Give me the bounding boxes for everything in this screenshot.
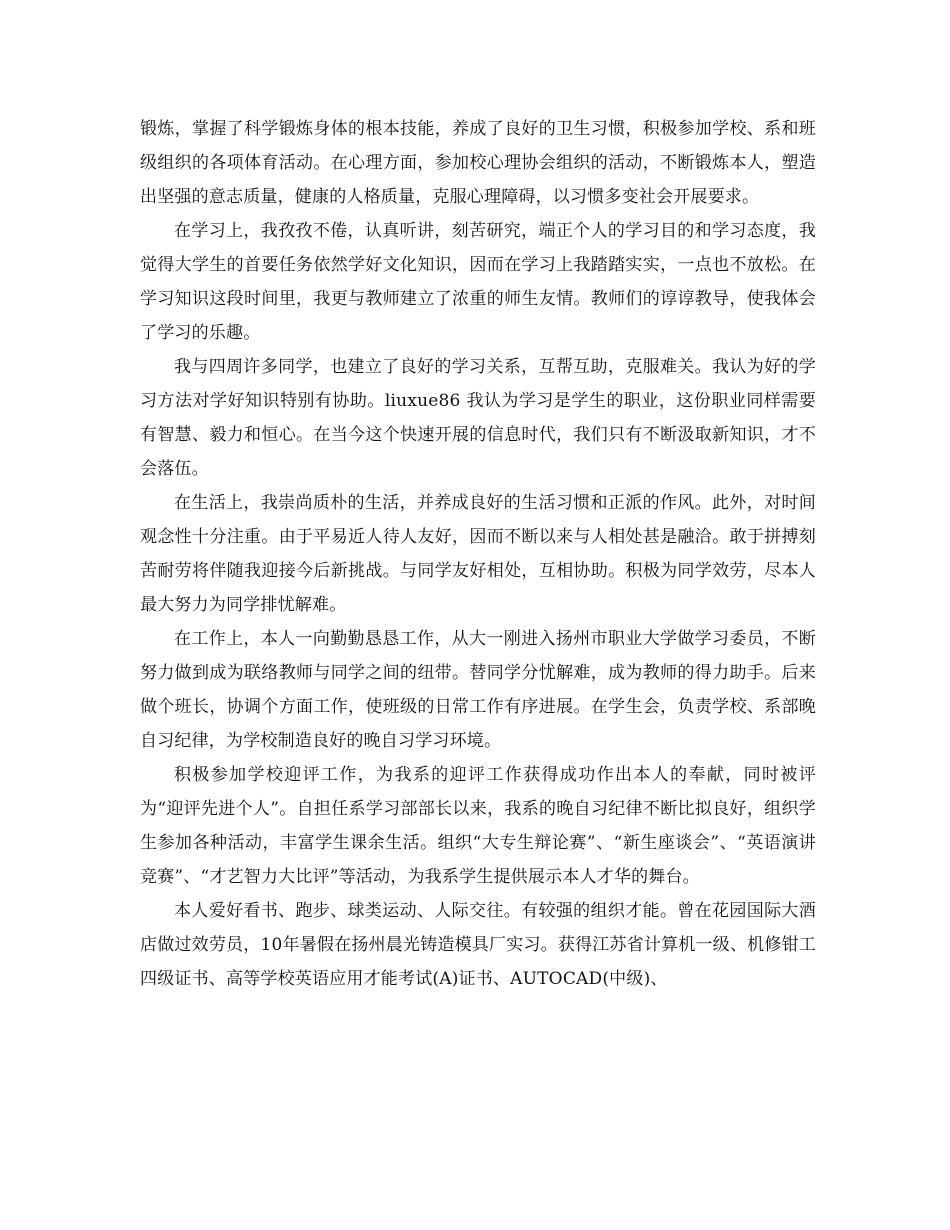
paragraph-evaluation: 积极参加学校迎评工作，为我系的迎评工作获得成功作出本人的奉献，同时被评为“迎评先进个人”。自担任系学习部部长以来，我系的晚自习纪律不断比拟良好，组织学生参加各种活动，丰富学生课余生活。组织“大专生辩论赛”、“新生座谈会”、“英语演讲竞赛”、“才艺智力大比评”等活动，为我系学生提供展示本人才华的舞台。 [140, 765, 816, 887]
paragraph-study: 在学习上，我孜孜不倦，认真听讲，刻苦研究，端正个人的学习目的和学习态度，我觉得大学生的首要任务依然学好文化知识，因而在学习上我踏踏实实，一点也不放松。在学习知识这段时间里，我更与教师建立了浓重的师生友情。教师们的谆谆教导，使我体会了学习的乐趣。 [140, 221, 816, 343]
paragraph-hobbies-certificates: 本人爱好看书、跑步、球类运动、人际交往。有较强的组织才能。曾在花园国际大酒店做过效劳员，10年暑假在扬州晨光铸造模具厂实习。获得江苏省计算机一级、机修钳工四级证书、高等学校英语应用才能考试(A)证书、AUTOCAD(中级)、 [140, 901, 816, 989]
document-body [140, 112, 816, 996]
paragraph-fitness-psychology: 锻炼，掌握了科学锻炼身体的根本技能，养成了良好的卫生习惯，积极参加学校、系和班级组织的各项体育活动。在心理方面，参加校心理协会组织的活动，不断锻炼本人，塑造出坚强的意志质量，健康的人格质量，克服心理障碍，以习惯多变社会开展要求。 [140, 119, 816, 207]
paragraph-work: 在工作上，本人一向勤勤恳恳工作，从大一刚进入扬州市职业大学做学习委员，不断努力做到成为联络教师与同学之间的纽带。替同学分忧解难，成为教师的得力助手。后来做个班长，协调个方面工作，使班级的日常工作有序进展。在学生会，负责学校、系部晚自习纪律，为学校制造良好的晚自习学习环境。 [140, 629, 816, 751]
paragraph-life: 在生活上，我崇尚质朴的生活，并养成良好的生活习惯和正派的作风。此外，对时间观念性十分注重。由于平易近人待人友好，因而不断以来与人相处甚是融洽。敢于拼搏刻苦耐劳将伴随我迎接今后新挑战。与同学友好相处，互相协助。积极为同学效劳，尽本人最大努力为同学排忧解难。 [140, 493, 816, 615]
paragraph-classmates: 我与四周许多同学，也建立了良好的学习关系，互帮互助，克服难关。我认为好的学习方法对学好知识特别有协助。liuxue86 我认为学习是学生的职业，这份职业同样需要有智慧、毅力和恒心。在当今这个快速开展的信息时代，我们只有不断汲取新知识，才不会落伍。 [140, 357, 816, 479]
